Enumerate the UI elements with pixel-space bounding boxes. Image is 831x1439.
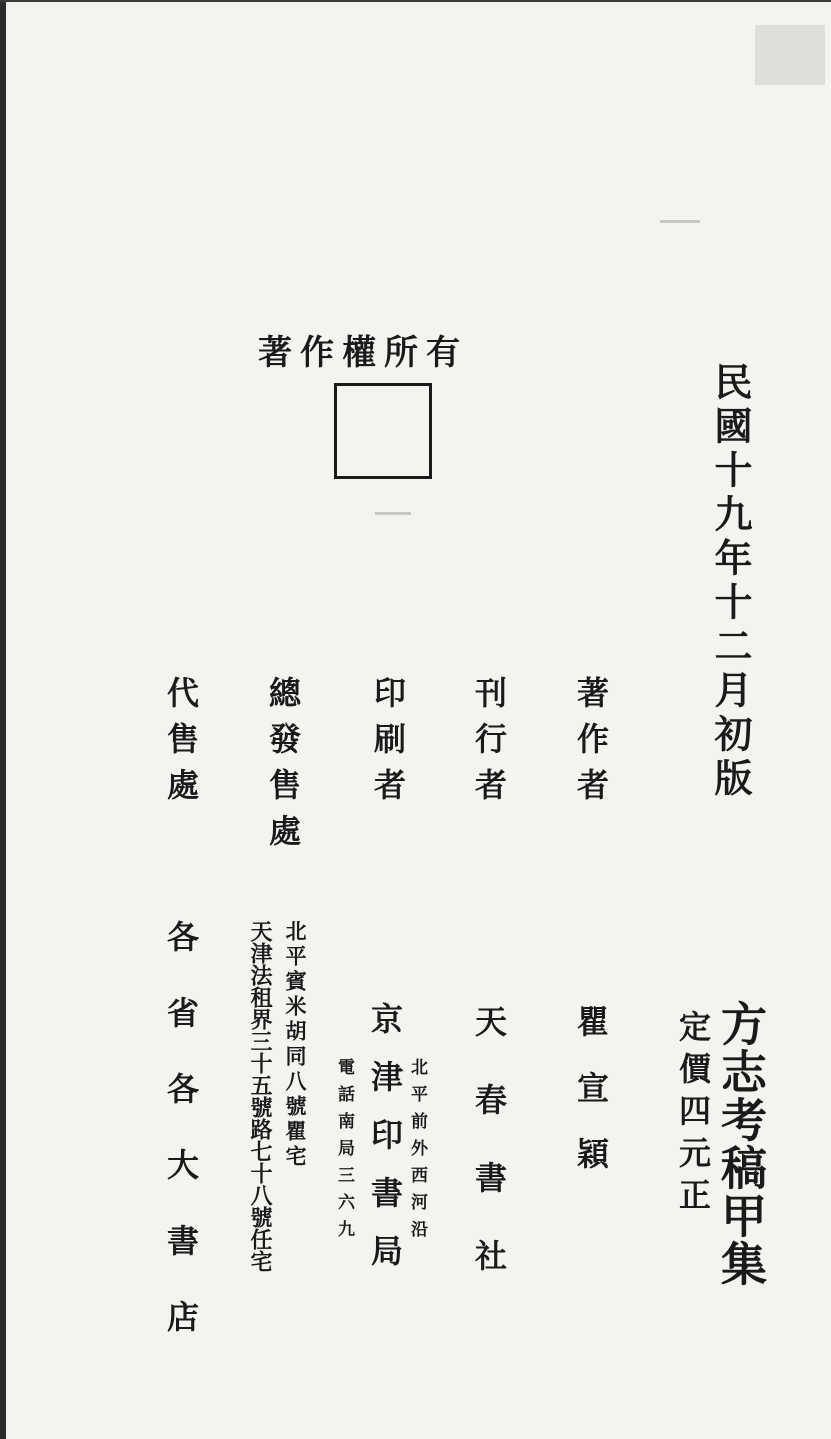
role-label-printer: 印刷者	[369, 676, 407, 814]
agent-name: 各省各大書店	[162, 920, 200, 1376]
paper-speck	[755, 25, 825, 85]
price: 定價四元正	[674, 1010, 712, 1220]
role-label-distributor: 總發售處	[264, 676, 302, 860]
role-label-author: 著作者	[572, 676, 610, 814]
printer-name: 京津印書局	[366, 1002, 404, 1292]
page-edge-left	[0, 0, 6, 1439]
seal-stamp-box	[334, 383, 432, 479]
copyright-heading: 著作權所有	[258, 333, 468, 373]
distributor-address-tianjin: 天津法租界三十五號路七十八號任宅	[247, 920, 273, 1272]
distributor-address-beiping: 北平賓米胡同八號瞿宅	[283, 920, 308, 1170]
printer-address: 北平前外西河沿	[407, 1058, 427, 1247]
page-edge-top	[0, 0, 831, 2]
edition-date: 民國十九年十二月初版	[708, 362, 753, 802]
role-label-agent: 代售處	[162, 676, 200, 814]
printer-phone: 電話南局三六九	[334, 1058, 354, 1247]
paper-speck	[660, 220, 700, 223]
publisher-name: 天春書社	[470, 1005, 508, 1317]
paper-speck	[375, 512, 411, 515]
role-label-publisher: 刊行者	[470, 676, 508, 814]
author-name: 瞿宣穎	[572, 1005, 610, 1203]
book-title: 方志考稿甲集	[714, 1000, 768, 1288]
